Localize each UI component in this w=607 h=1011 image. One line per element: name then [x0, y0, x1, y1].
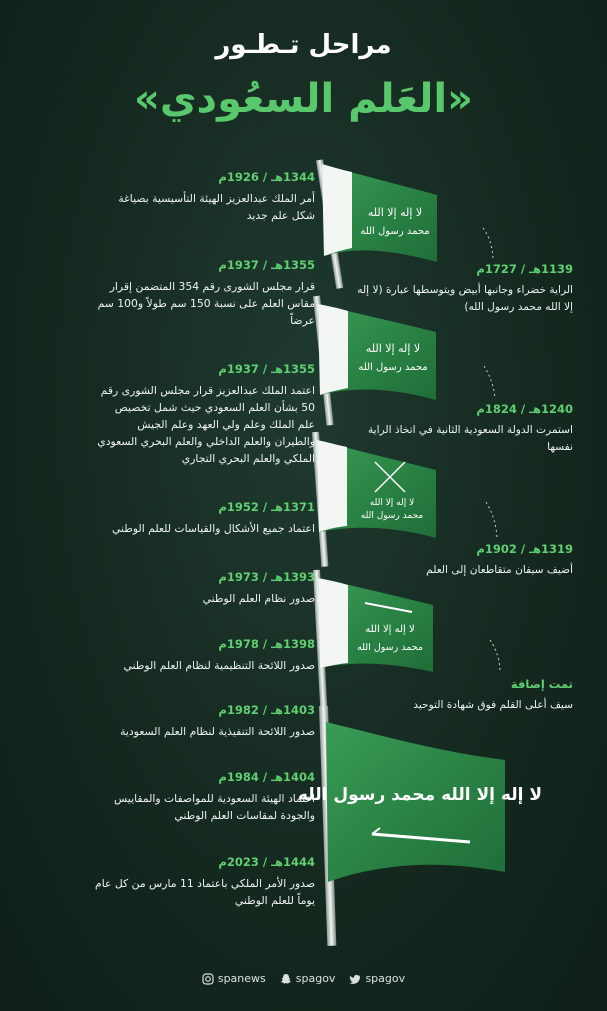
timeline-left-item: [95, 500, 315, 537]
timeline-date: 1398هـ / 1978م: [218, 637, 315, 651]
timeline-left-item: [95, 170, 315, 224]
timeline-right-item: [355, 402, 573, 456]
timeline-text: أمر الملك عبدالعزيز الهيئة التأسيسية بصياغة شكل علم جديد: [118, 192, 315, 222]
timeline-text: صدور الأمر الملكي باعتماد 11 مارس من كل عام يوماً للعلم الوطني: [95, 877, 315, 907]
timeline-text: أضيف سيفان متقاطعان إلى العلم: [426, 564, 573, 576]
timeline-text: صدور اللائحة التنظيمية لنظام العلم الوطني: [123, 659, 315, 672]
social-twitter[interactable]: [349, 972, 405, 985]
social-handle: spanews: [217, 972, 266, 985]
timeline-date: 1240هـ / 1824م: [476, 402, 573, 416]
timeline-date: 1404هـ / 1984م: [218, 770, 315, 784]
timeline-date: تمت إضافة: [510, 677, 573, 691]
timeline-date: 1371هـ / 1952م: [218, 500, 315, 514]
timeline-text: سيف أعلى القلم فوق شهادة التوحيد: [413, 699, 573, 711]
svg-text:محمد رسول الله: محمد رسول الله: [360, 511, 424, 521]
timeline-right-item: [355, 542, 573, 579]
timeline-date: 1139هـ / 1727م: [476, 262, 573, 276]
svg-text:لا إله إلا الله محمد رسول الله: لا إله إلا الله محمد رسول الله: [297, 785, 543, 805]
timeline-left-item: [95, 258, 315, 329]
timeline-left-item: [95, 570, 315, 607]
flag-current: [298, 706, 542, 946]
svg-text:لا إله إلا الله: لا إله إلا الله: [365, 342, 421, 355]
timeline-date: 1319هـ / 1902م: [476, 542, 573, 556]
timeline-date: 1355هـ / 1937م: [218, 362, 315, 376]
timeline-text: اعتماد جميع الأشكال والقياسات للعلم الوطني: [112, 522, 315, 535]
twitter-icon: [349, 973, 361, 985]
timeline-date: 1444هـ / 2023م: [218, 855, 315, 869]
svg-text:محمد رسول الله: محمد رسول الله: [357, 642, 423, 653]
timeline-date: 1355هـ / 1937م: [218, 258, 315, 272]
instagram-icon: [202, 973, 214, 985]
timeline-left-item: [95, 770, 315, 824]
svg-text:لا إله إلا الله: لا إله إلا الله: [365, 624, 415, 635]
timeline-text: الراية خضراء وجانبها أبيض ويتوسطها عبارة (لا إله إلا الله محمد رسول الله): [357, 284, 573, 313]
page-title: مراحل تـطـور: [215, 30, 392, 60]
timeline-text: صدور اللائحة التنفيذية لنظام العلم السعودية: [120, 725, 315, 738]
timeline-text: صدور نظام العلم الوطني: [202, 592, 315, 605]
svg-text:لا إله إلا الله: لا إله إلا الله: [369, 498, 415, 508]
timeline-date: 1344هـ / 1926م: [218, 170, 315, 184]
timeline-text: قرار مجلس الشورى رقم 354 المتضمن إقرار مقاس العلم على نسبة 150 سم طولاً و100 سم عرضاً: [97, 280, 315, 327]
timeline-left-item: [95, 855, 315, 909]
timeline-date: 1393هـ / 1973م: [218, 570, 315, 584]
footer-social: [0, 972, 607, 985]
social-instagram[interactable]: [202, 972, 266, 985]
timeline-left-item: [95, 362, 315, 467]
timeline-text: استمرت الدولة السعودية الثانية في اتخاذ الراية نفسها: [367, 424, 573, 453]
timeline-right-item: [355, 262, 573, 316]
social-handle: spagov: [365, 972, 406, 985]
timeline-date: 1403هـ / 1982م: [218, 703, 315, 717]
page-subtitle: «العَلم السعُودي»: [134, 76, 473, 122]
timeline-text: اعتماد الهيئة السعودية للمواصفات والمقاييس والجودة لمقاسات العلم الوطني: [114, 792, 315, 822]
timeline-left-item: [95, 637, 315, 674]
timeline-left-item: [95, 703, 315, 740]
social-snapchat[interactable]: [280, 972, 336, 985]
timeline-right-item: [355, 677, 573, 714]
timeline-text: اعتمد الملك عبدالعزيز قرار مجلس الشورى رقم 50 بشأن العلم السعودي حيث شمل تخصيص علم الملك وعلم ولي العهد وعلم الجيش والطيران والعلم الداخلي والعلم البحري السعودي الملكي والعلم البحري التجاري: [97, 384, 315, 465]
svg-text:محمد رسول الله: محمد رسول الله: [358, 362, 428, 373]
svg-text:لا إله إلا الله: لا إله إلا الله: [367, 206, 423, 219]
snapchat-icon: [280, 973, 292, 985]
svg-text:محمد رسول الله: محمد رسول الله: [360, 226, 430, 237]
social-handle: spagov: [295, 972, 336, 985]
